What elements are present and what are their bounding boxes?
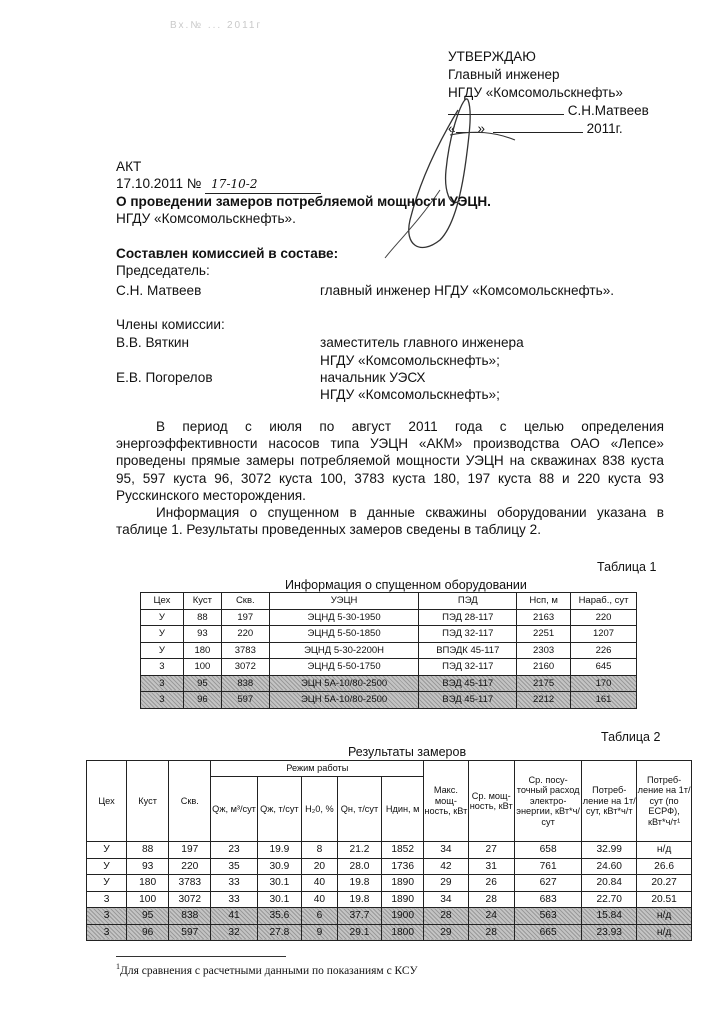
table2-cell: 100 bbox=[127, 891, 169, 908]
member2-role: начальник УЭСХ bbox=[320, 370, 426, 385]
table1-cell: 2251 bbox=[517, 626, 571, 643]
table2-cell: 24 bbox=[468, 908, 514, 925]
table1-cell: 96 bbox=[183, 692, 221, 709]
table2-cell: 34 bbox=[424, 842, 468, 859]
table1-cell: ПЭД 32-117 bbox=[419, 659, 517, 676]
table2-cell: 32 bbox=[211, 924, 257, 941]
paragraph-measurements: В период с июля по август 2011 года с целью определения энергоэффективности насосов типа УЭЦН «АКМ» производства ОАО «Лепсе» проведены прямые замеры потребляемой мощности УЭЦН на скважинах 838 куста 95, 597 куста 96, 3072 куста 100, 3783 куста 180, 197 куста 88 и 220 куста 93 Русскинского месторождения. bbox=[116, 419, 664, 503]
table2-row bbox=[87, 858, 692, 875]
table2-cell: 28 bbox=[468, 924, 514, 941]
chair-label: Председатель: bbox=[116, 263, 210, 278]
table2-cell: 93 bbox=[127, 858, 169, 875]
footnote-text: Для сравнения с расчетными данными по показаниям с КСУ bbox=[120, 964, 418, 977]
table2-cell: 1736 bbox=[382, 858, 424, 875]
table2-cell: 597 bbox=[169, 924, 211, 941]
table2-cell: У bbox=[87, 858, 127, 875]
table1-cell: 3 bbox=[141, 692, 184, 709]
table2-cell: 27.8 bbox=[257, 924, 301, 941]
table2-cell: 30.9 bbox=[257, 858, 301, 875]
table2-cell: н/д bbox=[637, 842, 692, 859]
table1-row bbox=[141, 659, 637, 676]
table1-header-cell: ПЭД bbox=[419, 593, 517, 610]
commission-heading: Составлен комиссией в составе: bbox=[116, 246, 339, 261]
table1-header-cell: Куст bbox=[183, 593, 221, 610]
table1-cell: ЭЦНД 5-50-1750 bbox=[269, 659, 419, 676]
table2-cell: 34 bbox=[424, 891, 468, 908]
table1-cell: ВПЭДК 45-117 bbox=[419, 642, 517, 659]
approval-year: 2011г. bbox=[586, 121, 623, 136]
table2-cell: 21.2 bbox=[337, 842, 381, 859]
table2-cell: 1900 bbox=[382, 908, 424, 925]
equipment-table bbox=[140, 592, 637, 709]
table2-cell: 19.8 bbox=[337, 875, 381, 892]
table2-cell: 220 bbox=[169, 858, 211, 875]
table1-cell: 3783 bbox=[221, 642, 269, 659]
table1-cell: ПЭД 28-117 bbox=[419, 609, 517, 626]
table2-header-qzh-m3: Qж, м³/сут bbox=[211, 777, 257, 842]
table1-cell: 95 bbox=[183, 675, 221, 692]
table1-cell: 1207 bbox=[571, 626, 637, 643]
table1-cell: 2160 bbox=[517, 659, 571, 676]
table2-cell: 28 bbox=[424, 908, 468, 925]
table2-cell: У bbox=[87, 842, 127, 859]
table1-cell: 3 bbox=[141, 659, 184, 676]
table1-cell: 88 bbox=[183, 609, 221, 626]
table1-cell: 170 bbox=[571, 675, 637, 692]
approval-date-line: « » 2011г. bbox=[448, 121, 623, 136]
approval-position: Главный инженер bbox=[448, 67, 560, 82]
table1-cell: 838 bbox=[221, 675, 269, 692]
table2-cell: 180 bbox=[127, 875, 169, 892]
table1-cell: 2303 bbox=[517, 642, 571, 659]
table2-cell: 20.27 bbox=[637, 875, 692, 892]
table1-header-cell: Нараб., сут bbox=[571, 593, 637, 610]
table1-cell: ВЭД 45-117 bbox=[419, 692, 517, 709]
table2-cell: 9 bbox=[302, 924, 338, 941]
table2-cell: 40 bbox=[302, 891, 338, 908]
table1-row bbox=[141, 675, 637, 692]
table1-row bbox=[141, 609, 637, 626]
footnote-separator bbox=[116, 956, 286, 957]
table2-cell: 26.6 bbox=[637, 858, 692, 875]
table2-cell: 29.1 bbox=[337, 924, 381, 941]
table2-cell: 1890 bbox=[382, 891, 424, 908]
table2-cell: 29 bbox=[424, 875, 468, 892]
table1-row bbox=[141, 692, 637, 709]
chair-role: главный инженер НГДУ «Комсомольскнефть». bbox=[320, 283, 615, 298]
table1-cell: ВЭД 45-117 bbox=[419, 675, 517, 692]
table1-cell: ЭЦН 5А-10/80-2500 bbox=[269, 675, 419, 692]
table1-cell: ЭЦН 5А-10/80-2500 bbox=[269, 692, 419, 709]
table2-header-hdyn: Hдин, м bbox=[382, 777, 424, 842]
table2-cell: 95 bbox=[127, 908, 169, 925]
table2-cell: 40 bbox=[302, 875, 338, 892]
table1-cell: 3 bbox=[141, 675, 184, 692]
table2-cell: 3783 bbox=[169, 875, 211, 892]
table1-cell: 100 bbox=[183, 659, 221, 676]
table1-cell: ЭЦНД 5-30-2200Н bbox=[269, 642, 419, 659]
table2-cell: 1852 bbox=[382, 842, 424, 859]
table1-row bbox=[141, 642, 637, 659]
table2-cell: 32.99 bbox=[582, 842, 637, 859]
table2-cell: 35 bbox=[211, 858, 257, 875]
table2-cell: У bbox=[87, 875, 127, 892]
table1-cell: У bbox=[141, 609, 184, 626]
table2-cell: 6 bbox=[302, 908, 338, 925]
member1-role: заместитель главного инженера bbox=[320, 335, 524, 350]
table2-cell: 23.93 bbox=[582, 924, 637, 941]
table2-cell: 838 bbox=[169, 908, 211, 925]
table2-label: Таблица 2 bbox=[601, 730, 661, 744]
table1-cell: 226 bbox=[571, 642, 637, 659]
table2-cell: 15.84 bbox=[582, 908, 637, 925]
table1-cell: 93 bbox=[183, 626, 221, 643]
approval-title: УТВЕРЖДАЮ bbox=[448, 49, 536, 64]
table2-cell: 42 bbox=[424, 858, 468, 875]
table1-label: Таблица 1 bbox=[597, 560, 657, 574]
table1-header-cell: УЭЦН bbox=[269, 593, 419, 610]
table2-cell: 20 bbox=[302, 858, 338, 875]
table1-body bbox=[141, 609, 637, 708]
table1-cell: 180 bbox=[183, 642, 221, 659]
members-label: Члены комиссии: bbox=[116, 317, 225, 332]
table2-cell: 563 bbox=[514, 908, 581, 925]
table1-cell: 645 bbox=[571, 659, 637, 676]
table2-header-pad: Куст bbox=[127, 761, 169, 842]
table1-header-cell: Цех bbox=[141, 593, 184, 610]
table1-cell: 161 bbox=[571, 692, 637, 709]
table1-cell: 220 bbox=[571, 609, 637, 626]
table2-cell: 88 bbox=[127, 842, 169, 859]
act-date-number: 17.10.2011 № 17-10-2 bbox=[116, 175, 321, 194]
table2-cell: 28.0 bbox=[337, 858, 381, 875]
table1-cell: 2212 bbox=[517, 692, 571, 709]
body-text bbox=[116, 418, 664, 538]
table2-cell: 24.60 bbox=[582, 858, 637, 875]
table1-cell: 3072 bbox=[221, 659, 269, 676]
table2-cell: н/д bbox=[637, 924, 692, 941]
handwritten-signature bbox=[380, 70, 530, 260]
member2-name: Е.В. Погорелов bbox=[116, 370, 213, 385]
table1-cell: 220 bbox=[221, 626, 269, 643]
act-subject: О проведении замеров потребляемой мощности УЭЦН. bbox=[116, 194, 491, 209]
table1-header-cell: Hсп, м bbox=[517, 593, 571, 610]
table2-cell: 33 bbox=[211, 891, 257, 908]
table2-cell: 761 bbox=[514, 858, 581, 875]
table2-header-usage-esrf: Потреб-ление на 1т/сут (по ЕСРФ), кВт*ч/т¹ bbox=[637, 761, 692, 842]
act-number: 17-10-2 bbox=[205, 176, 321, 194]
table2-cell: 27 bbox=[468, 842, 514, 859]
table2-cell: 29 bbox=[424, 924, 468, 941]
table2-cell: 23 bbox=[211, 842, 257, 859]
table2-cell: 20.51 bbox=[637, 891, 692, 908]
member2-organization: НГДУ «Комсомольскнефть»; bbox=[320, 387, 500, 402]
table2-header-water-cut: H₂0, % bbox=[302, 777, 338, 842]
incoming-stamp: Вх.№ ... 2011г bbox=[170, 20, 263, 31]
table2-cell: 30.1 bbox=[257, 875, 301, 892]
table1-cell: 2163 bbox=[517, 609, 571, 626]
table2-cell: 26 bbox=[468, 875, 514, 892]
table2-row bbox=[87, 908, 692, 925]
table1-cell: ЭЦНД 5-30-1950 bbox=[269, 609, 419, 626]
table2-cell: 3 bbox=[87, 908, 127, 925]
table1-cell: 197 bbox=[221, 609, 269, 626]
table2-cell: 3 bbox=[87, 924, 127, 941]
table2-cell: 31 bbox=[468, 858, 514, 875]
table2-header-avg-power: Ср. мощ-ность, кВт bbox=[468, 761, 514, 842]
chair-name: С.Н. Матвеев bbox=[116, 283, 202, 298]
footnote bbox=[116, 962, 418, 977]
table2-row bbox=[87, 924, 692, 941]
table2-cell: 3072 bbox=[169, 891, 211, 908]
table1-cell: У bbox=[141, 642, 184, 659]
table2-row bbox=[87, 875, 692, 892]
table2-cell: 28 bbox=[468, 891, 514, 908]
table2-cell: 19.8 bbox=[337, 891, 381, 908]
table1-row bbox=[141, 626, 637, 643]
table1-title: Информация о спущенном оборудовании bbox=[285, 578, 527, 592]
table2-cell: 96 bbox=[127, 924, 169, 941]
act-type: АКТ bbox=[116, 159, 142, 174]
table2-header-usage-per-ton: Потреб-ление на 1т/сут, кВт*ч/т bbox=[582, 761, 637, 842]
table2-title: Результаты замеров bbox=[348, 745, 467, 759]
table2-cell: 20.84 bbox=[582, 875, 637, 892]
member1-name: В.В. Вяткин bbox=[116, 335, 190, 350]
table2-cell: 3 bbox=[87, 891, 127, 908]
table2-cell: 41 bbox=[211, 908, 257, 925]
table1-cell: ПЭД 32-117 bbox=[419, 626, 517, 643]
table2-row bbox=[87, 842, 692, 859]
table2-cell: 30.1 bbox=[257, 891, 301, 908]
table2-cell: 19.9 bbox=[257, 842, 301, 859]
results-table bbox=[86, 760, 692, 941]
table2-cell: н/д bbox=[637, 908, 692, 925]
table2-cell: 22.70 bbox=[582, 891, 637, 908]
table2-header-qzh-t: Qж, т/сут bbox=[257, 777, 301, 842]
table2-cell: 665 bbox=[514, 924, 581, 941]
table2-cell: 627 bbox=[514, 875, 581, 892]
table2-body bbox=[87, 842, 692, 941]
table2-header-well: Скв. bbox=[169, 761, 211, 842]
table2-cell: 1890 bbox=[382, 875, 424, 892]
table2-header-daily-consumption: Ср. посу-точный расход электро-энергии, кВт*ч/сут bbox=[514, 761, 581, 842]
table2-cell: 33 bbox=[211, 875, 257, 892]
table2-header-mode: Режим работы bbox=[211, 761, 424, 777]
table2-cell: 197 bbox=[169, 842, 211, 859]
table2-header-qn: Qн, т/сут bbox=[337, 777, 381, 842]
approval-signer: С.Н.Матвеев bbox=[567, 103, 649, 118]
table2-row bbox=[87, 891, 692, 908]
table1-cell: 597 bbox=[221, 692, 269, 709]
table1-header-row bbox=[141, 593, 637, 610]
paragraph-tables-info: Информация о спущенном в данные скважины оборудовании указана в таблице 1. Результаты проведенных замеров сведены в таблицу 2. bbox=[116, 505, 664, 538]
footnote-mark: 1 bbox=[116, 962, 120, 971]
table2-cell: 8 bbox=[302, 842, 338, 859]
table1-cell: 2175 bbox=[517, 675, 571, 692]
table2-cell: 37.7 bbox=[337, 908, 381, 925]
table2-header-row bbox=[87, 761, 692, 777]
table1-header-cell: Скв. bbox=[221, 593, 269, 610]
table2-cell: 35.6 bbox=[257, 908, 301, 925]
table2-cell: 683 bbox=[514, 891, 581, 908]
table2-cell: 658 bbox=[514, 842, 581, 859]
table1-cell: У bbox=[141, 626, 184, 643]
member1-organization: НГДУ «Комсомольскнефть»; bbox=[320, 353, 500, 368]
table2-header-max-power: Макс. мощ-ность, кВт bbox=[424, 761, 468, 842]
table1-cell: ЭЦНД 5-50-1850 bbox=[269, 626, 419, 643]
table2-cell: 1800 bbox=[382, 924, 424, 941]
approval-organization: НГДУ «Комсомольскнефть» bbox=[448, 85, 623, 100]
table2-header-shop: Цех bbox=[87, 761, 127, 842]
act-organization: НГДУ «Комсомольскнефть». bbox=[116, 211, 296, 226]
